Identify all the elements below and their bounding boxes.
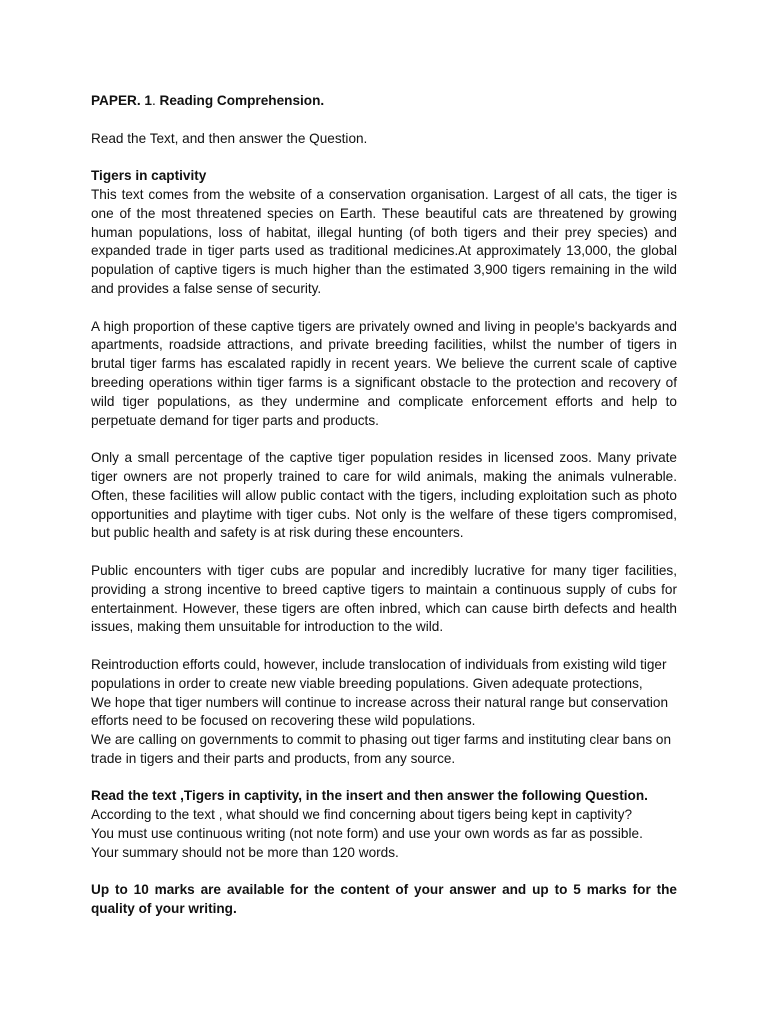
spacer (91, 769, 677, 788)
question-line-3: Your summary should not be more than 120 words. (91, 844, 399, 860)
paper-label: PAPER. 1 (91, 93, 152, 108)
spacer (91, 148, 677, 167)
reintroduction-line: Reintroduction efforts could, however, include translocation of individuals from existing wild tiger populations in order to create new viable breeding populations. Given adequate protections, (91, 656, 667, 691)
hope-line: We hope that tiger numbers will continue to increase across their natural range but conservation efforts need to be focused on recovering these wild populations. (91, 694, 669, 729)
spacer (91, 430, 677, 449)
paragraph-2: A high proportion of these captive tigers are privately owned and living in people's backyards and apartments, roadside attractions, and private breeding facilities, whilst the number of tigers in brutal tiger farms has escalated rapidly in recent years. We believe the current scale of captive breeding operations within tiger farms is a significant obstacle to the protection and recovery of wild tiger populations, as they undermine and complicate enforcement efforts and help to perpetuate demand for tiger parts and products. (91, 318, 677, 428)
section-title: Reading Comprehension. (159, 93, 325, 108)
spacer (91, 111, 677, 130)
marks-note: Up to 10 marks are available for the content of your answer and up to 5 marks for the quality of your writing. (91, 882, 677, 917)
spacer (91, 543, 677, 562)
question-heading: Read the text ,Tigers in captivity, in the insert and then answer the following Question. (91, 788, 648, 804)
paragraph-4: Public encounters with tiger cubs are popular and incredibly lucrative for many tiger facilities, providing a strong incentive to breed captive tigers to maintain a continuous supply of cubs for entertainment. However, these tigers are often inbred, which can cause birth defects and health issues, making them unsuitable for introduction to the wild. (91, 562, 677, 635)
question-line-1: According to the text , what should we find concerning about tigers being kept in captivity? (91, 807, 633, 823)
paragraph-3: Only a small percentage of the captive tiger population resides in licensed zoos. Many private tiger owners are not properly trained to care for wild animals, making the animals vulnerable. Often, these facilities will allow public contact with the tigers, including exploitation such as photo opportunities and playtime with tiger cubs. Not only is the welfare of these tigers compromised, but public health and safety is at risk during these encounters. (91, 450, 677, 541)
heading-separator: . (151, 93, 160, 108)
text-title: Tigers in captivity (91, 168, 207, 184)
call-to-action-line: We are calling on governments to commit to phasing out tiger farms and instituting clear bans on trade in tigers and their parts and products, from any source. (91, 732, 672, 766)
document-body (91, 92, 677, 919)
spacer (91, 863, 677, 882)
instruction-text: Read the Text, and then answer the Question. (91, 130, 368, 146)
spacer (91, 637, 677, 656)
paper-heading (91, 92, 677, 111)
spacer (91, 299, 677, 318)
question-line-2: You must use continuous writing (not note form) and use your own words as far as possible. (91, 826, 643, 842)
paragraph-1: This text comes from the website of a conservation organisation. Largest of all cats, the tiger is one of the most threatened species on Earth. These beautiful cats are threatened by growing human populations, loss of habitat, illegal hunting (of both tigers and their prey species) and expanded trade in tiger parts used as traditional medicines.At approximately 13,000, the global population of captive tigers is much higher than the estimated 3,900 tigers remaining in the wild and provides a false sense of security. (91, 186, 677, 296)
